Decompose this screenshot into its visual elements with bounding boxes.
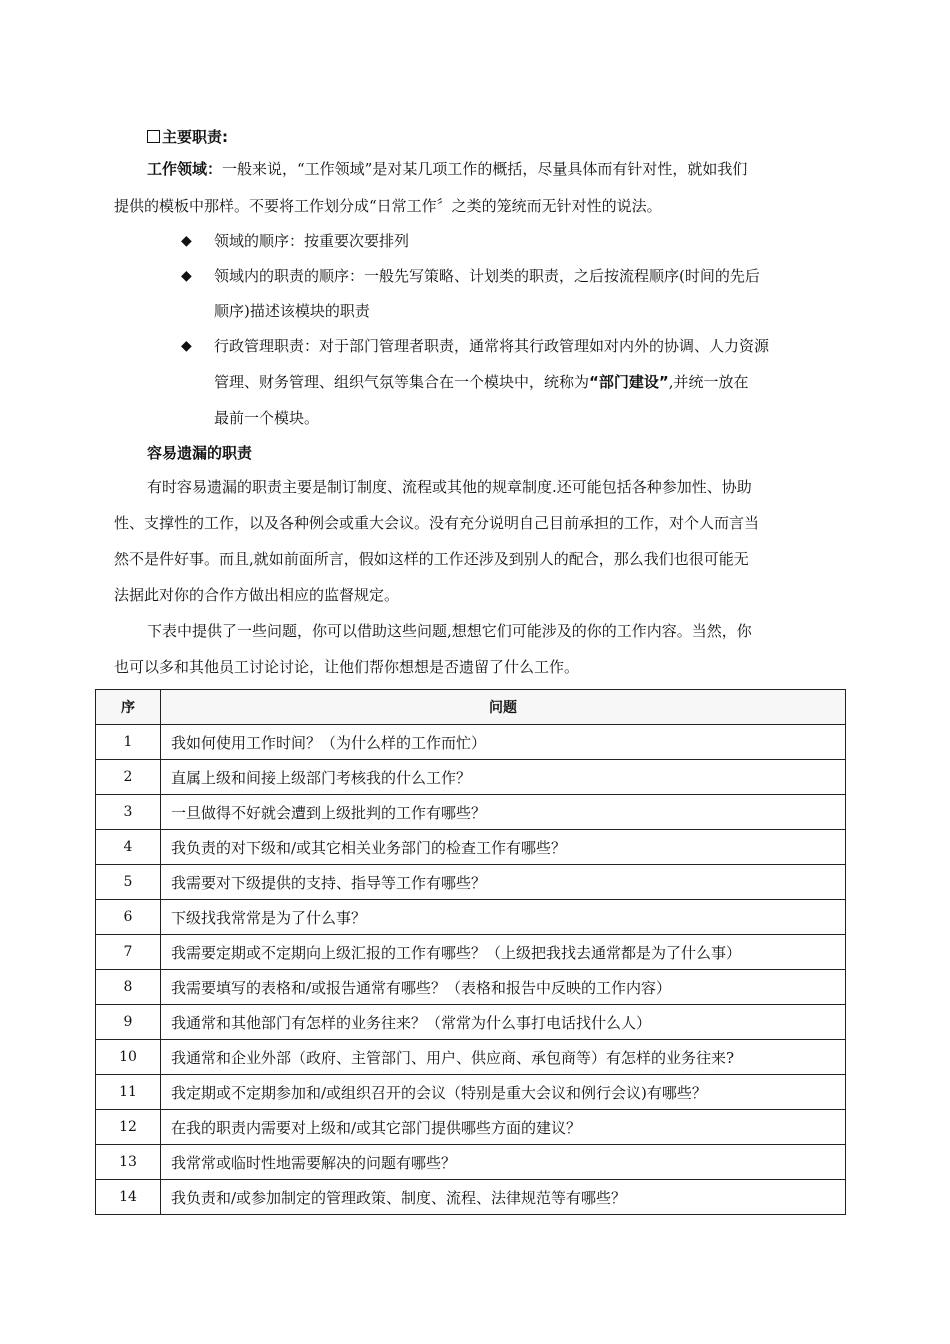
bullet-3-emphasis: “部门建设” (589, 373, 669, 391)
row-question: 我定期或不定期参加和/或组织召开的会议（特别是重大会议和例行会议)有哪些？ (161, 1075, 846, 1110)
row-number: 8 (96, 970, 161, 1005)
row-question: 我通常和其他部门有怎样的业务往来？（常常为什么事打电话找什么人） (161, 1005, 846, 1040)
row-question: 直属上级和间接上级部门考核我的什么工作？ (161, 760, 846, 795)
para2-line-2: 也可以多和其他员工讨论讨论，让他们帮你想想是否遗留了什么工作。 (114, 658, 580, 676)
para1-line-1: 有时容易遗漏的职责主要是制订制度、流程或其他的规章制度.还可能包括各种参加性、协助 (147, 478, 752, 496)
row-number: 7 (96, 935, 161, 970)
row-number: 1 (96, 725, 161, 760)
work-area-line-2: 提供的模板中那样。不要将工作划分成“日常工作〞之类的笼统而无针对性的说法。 (114, 197, 662, 215)
row-question: 下级找我常常是为了什么事？ (161, 900, 846, 935)
table-row (96, 1040, 846, 1075)
row-question: 我常常或临时性地需要解决的问题有哪些？ (161, 1145, 846, 1180)
easy-missed-heading: 容易遗漏的职责 (147, 444, 253, 462)
row-number: 4 (96, 830, 161, 865)
table-header-row (96, 690, 846, 725)
row-number: 3 (96, 795, 161, 830)
table-row (96, 1075, 846, 1110)
diamond-bullet-icon: ◆ (181, 268, 192, 284)
bullet-2-line-2: 顺序)描述该模块的职责 (214, 302, 370, 320)
row-question: 我需要填写的表格和/或报告通常有哪些？（表格和报告中反映的工作内容） (161, 970, 846, 1005)
table-row (96, 1005, 846, 1040)
para1-line-4: 法据此对你的合作方做出相应的监督规定。 (114, 586, 400, 604)
bullet-2-line-1: 领域内的职责的顺序：一般先写策略、计划类的职责，之后按流程顺序(时间的先后 (214, 267, 760, 285)
diamond-bullet-icon: ◆ (181, 338, 192, 354)
section-title (147, 126, 869, 148)
work-area-line-1 (147, 158, 837, 180)
bullet-3-line-2 (214, 371, 836, 393)
para2-line-1: 下表中提供了一些问题，你可以借助这些问题,想想它们可能涉及的你的工作内容。当然，你 (147, 622, 752, 640)
table-row (96, 865, 846, 900)
row-number: 12 (96, 1110, 161, 1145)
table-row (96, 935, 846, 970)
work-area-label: 工作领域： (147, 160, 223, 178)
bullet-3-line-3: 最前一个模块。 (214, 409, 320, 427)
header-question: 问题 (161, 690, 846, 725)
table-row (96, 1110, 846, 1145)
row-question: 我需要定期或不定期向上级汇报的工作有哪些？（上级把我找去通常都是为了什么事） (161, 935, 846, 970)
row-number: 9 (96, 1005, 161, 1040)
table-row (96, 1180, 846, 1215)
checkbox-square-icon (147, 130, 160, 143)
row-question: 我如何使用工作时间？（为什么样的工作而忙） (161, 725, 846, 760)
row-number: 2 (96, 760, 161, 795)
table-row (96, 795, 846, 830)
bullet-3-line-1: 行政管理职责：对于部门管理者职责，通常将其行政管理如对内外的协调、人力资源 (214, 337, 770, 355)
table-row (96, 1145, 846, 1180)
row-question: 我需要对下级提供的支持、指导等工作有哪些？ (161, 865, 846, 900)
row-question: 一旦做得不好就会遭到上级批判的工作有哪些？ (161, 795, 846, 830)
row-question: 我通常和企业外部（政府、主管部门、用户、供应商、承包商等）有怎样的业务往来? (161, 1040, 846, 1075)
bullet-1-line-1: 领域的顺序：按重要次要排列 (214, 232, 410, 250)
row-number: 14 (96, 1180, 161, 1215)
row-number: 13 (96, 1145, 161, 1180)
row-question: 我负责和/或参加制定的管理政策、制度、流程、法律规范等有哪些？ (161, 1180, 846, 1215)
table-row (96, 725, 846, 760)
row-number: 6 (96, 900, 161, 935)
bullet-3-line-2-c: ,并统一放在 (668, 373, 749, 391)
row-question: 我负责的对下级和/或其它相关业务部门的检查工作有哪些？ (161, 830, 846, 865)
header-seq: 序 (96, 690, 161, 725)
row-number: 5 (96, 865, 161, 900)
diamond-bullet-icon: ◆ (181, 233, 192, 249)
work-area-text-1: 一般来说，“工作领域”是对某几项工作的概括，尽量具体而有针对性，就如我们 (222, 160, 748, 178)
row-number: 11 (96, 1075, 161, 1110)
para1-line-2: 性、支撑性的工作，以及各种例会或重大会议。没有充分说明自己目前承担的工作，对个人而言当 (114, 514, 760, 532)
table-row (96, 970, 846, 1005)
table-row (96, 900, 846, 935)
bullet-3-line-2-a: 管理、财务管理、组织气氛等集合在一个模块中，统称为 (214, 373, 590, 391)
section-title-text: 主要职责: (162, 128, 228, 146)
row-number: 10 (96, 1040, 161, 1075)
questions-table (95, 689, 846, 1215)
table-row (96, 760, 846, 795)
table-row (96, 830, 846, 865)
para1-line-3: 然不是件好事。而且,就如前面所言，假如这样的工作还涉及到别人的配合，那么我们也很可能无 (114, 550, 749, 568)
row-question: 在我的职责内需要对上级和/或其它部门提供哪些方面的建议？ (161, 1110, 846, 1145)
